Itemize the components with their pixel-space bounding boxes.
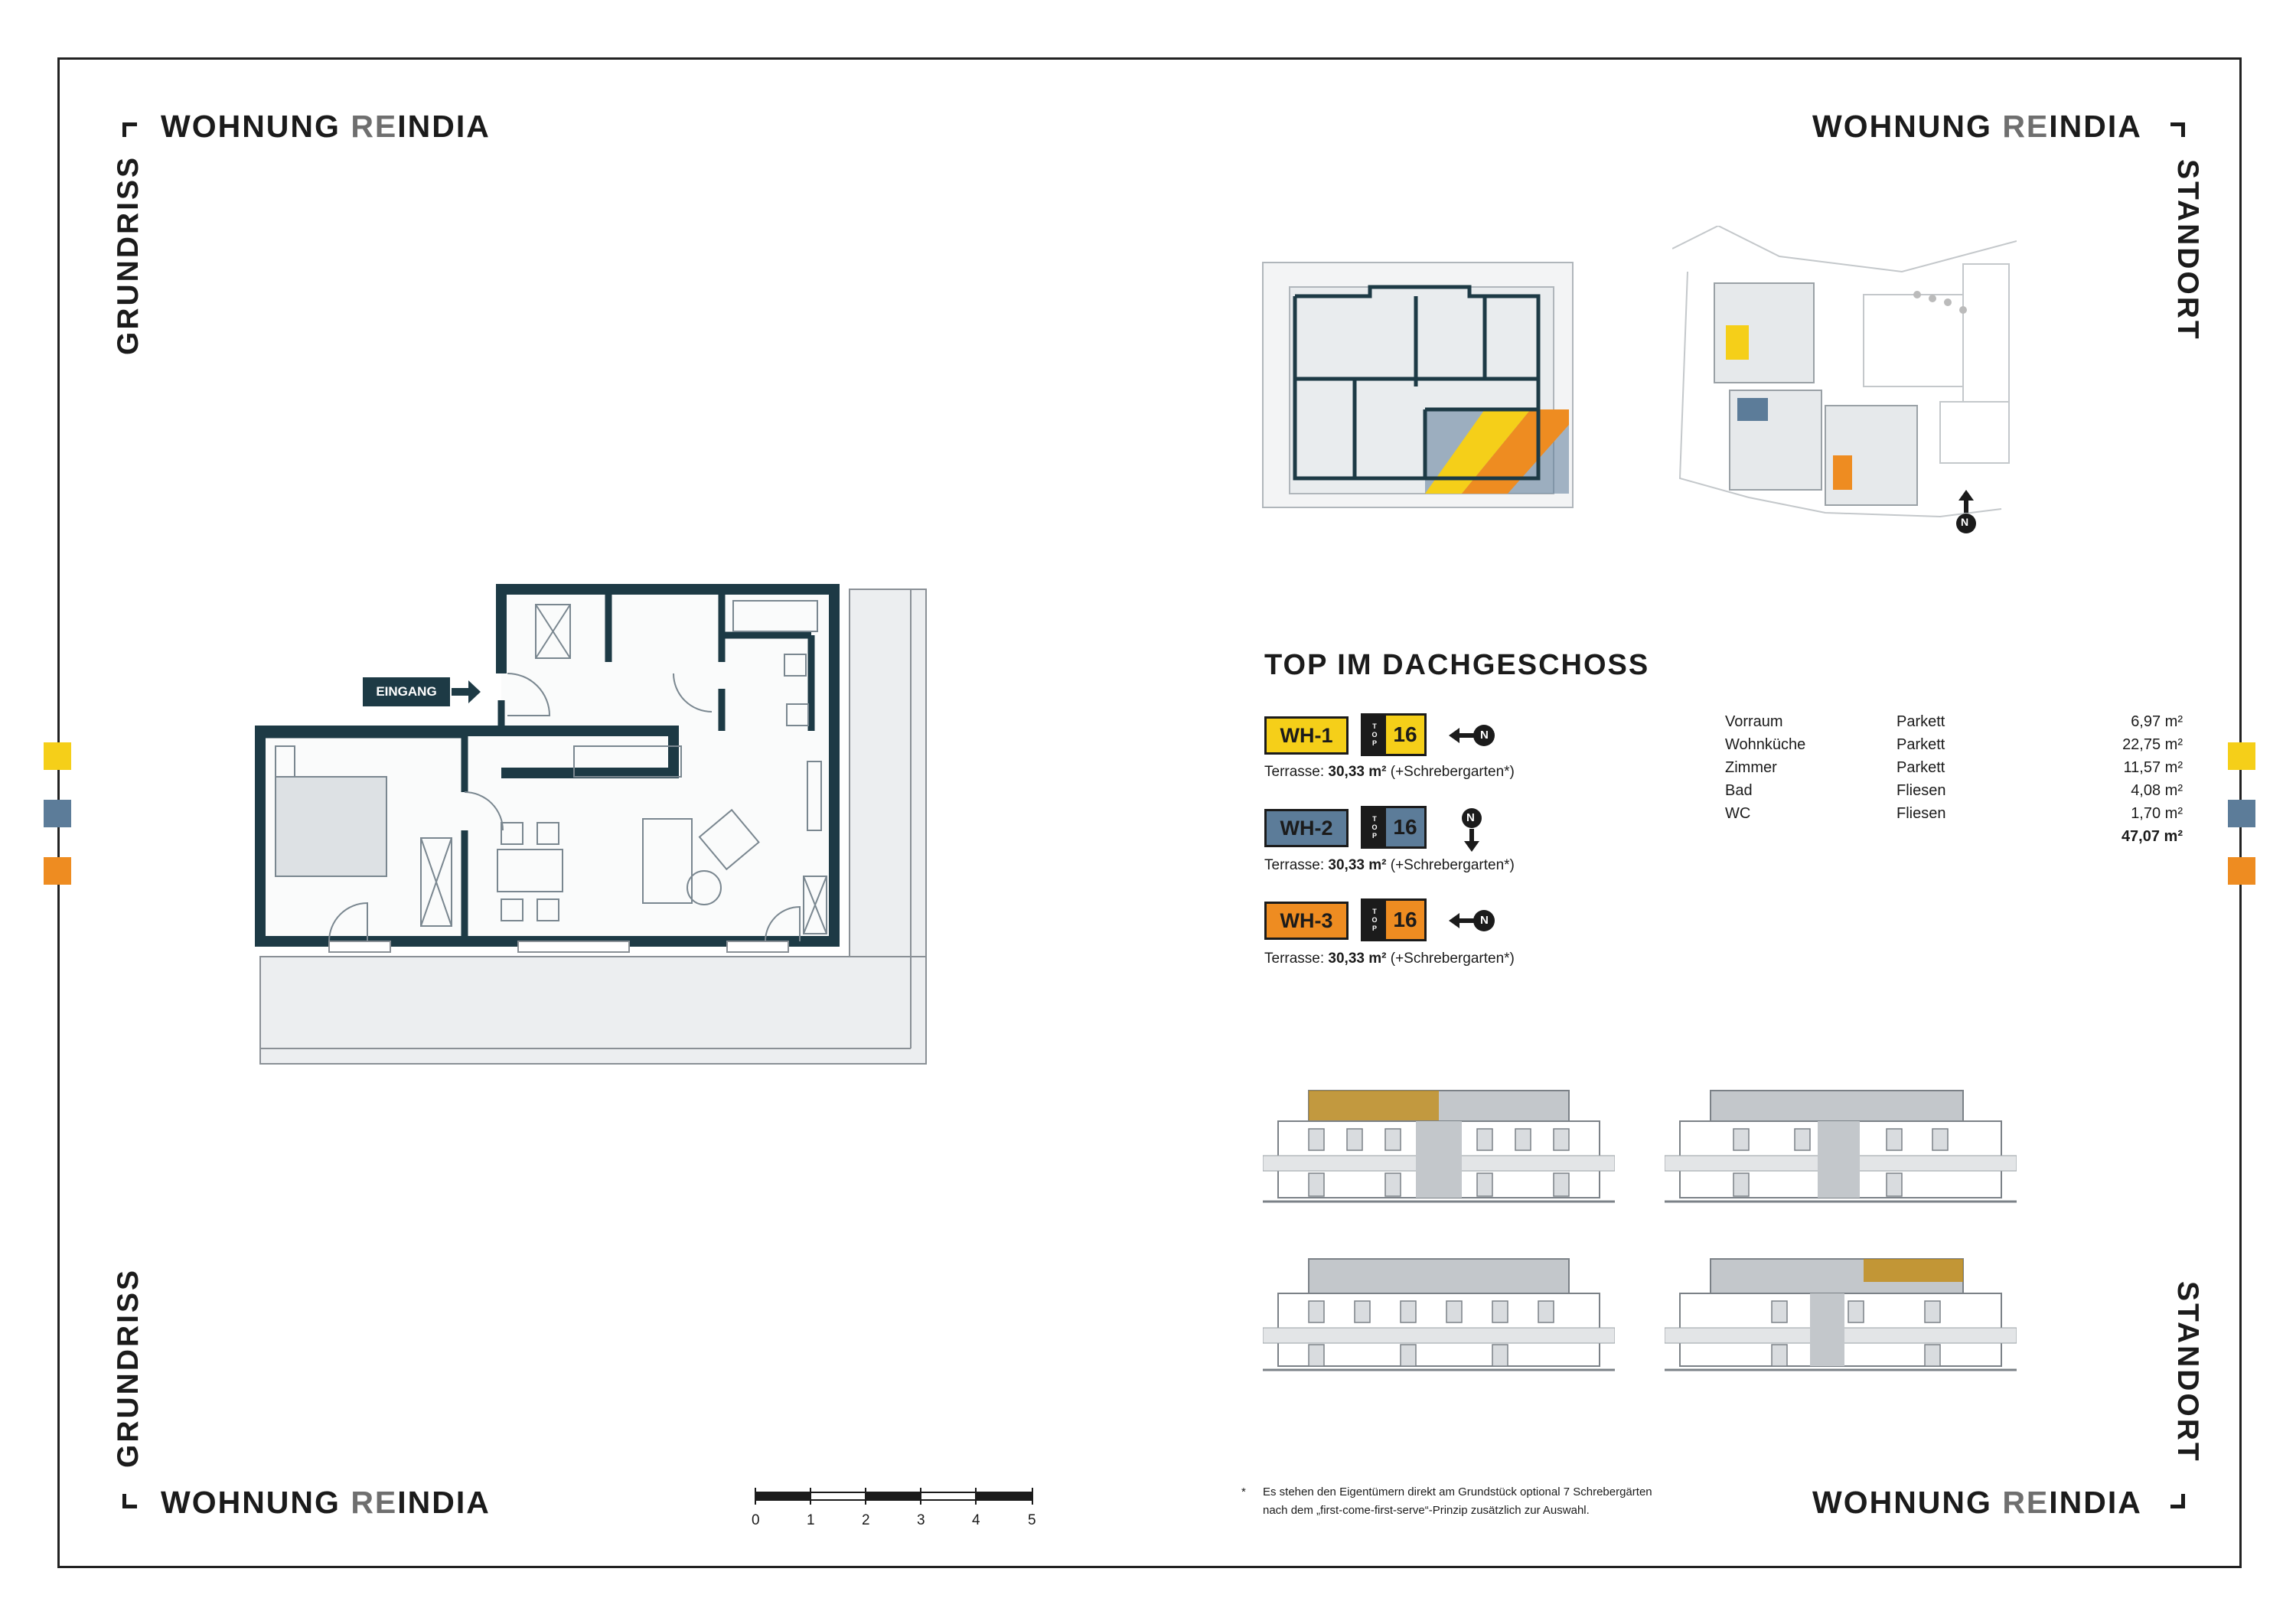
elevation-drawing (1263, 1251, 1615, 1381)
floor-plan (245, 574, 972, 1079)
site-north-label: N (1961, 516, 1969, 528)
room-area: 6,97 m² (2131, 713, 2183, 730)
room-floor: Fliesen (1896, 782, 1946, 799)
scale-tick-label: 4 (972, 1512, 980, 1528)
room-name: Zimmer (1725, 759, 1777, 776)
total-area: 47,07 m² (2121, 828, 2183, 845)
room-floor: Parkett (1896, 759, 1945, 776)
elevation-drawing (1665, 1083, 2017, 1213)
scale-tick-label: 5 (1028, 1512, 1036, 1528)
scale-tick-label: 1 (807, 1512, 815, 1528)
brand-top-left: WOHNUNG REINDIA (161, 109, 491, 144)
terrace-info-wh1: Terrasse: 30,33 m² (+Schrebergarten*) (1264, 764, 1515, 780)
color-marker-wh3 (2228, 857, 2255, 885)
room-name: Wohnküche (1725, 736, 1806, 753)
side-label-standort-top: STANDORT (2171, 159, 2204, 341)
entrance-label: EINGANG (363, 677, 450, 706)
floor-key-plan (1255, 256, 1584, 532)
scale-tick-label: 0 (752, 1512, 760, 1528)
north-left-arrow-icon (1449, 722, 1496, 748)
north-left-arrow-icon (1449, 908, 1496, 934)
room-area: 11,57 m² (2123, 759, 2183, 776)
footnote: * Es stehen den Eigentümern direkt am Grundstück optional 7 Schrebergärten nach dem „first-come-first-serve“-Prinzip zusätzlich zur Auswahl. (1241, 1485, 1652, 1517)
side-label-grundriss-bottom: GRUNDRISS (112, 1267, 145, 1468)
scale-tick-label: 3 (917, 1512, 925, 1528)
brand-bottom-right: WOHNUNG REINDIA (1812, 1485, 2142, 1520)
room-area: 1,70 m² (2131, 805, 2183, 822)
room-floor: Parkett (1896, 713, 1945, 730)
room-floor: Parkett (1896, 736, 1945, 753)
brand-bottom-left: WOHNUNG REINDIA (161, 1485, 491, 1520)
corner-mark (2170, 1494, 2185, 1508)
scale-tick-label: 2 (862, 1512, 870, 1528)
side-label-grundriss-top: GRUNDRISS (112, 155, 145, 355)
top-number-box-wh2: T O P 16 (1361, 806, 1427, 849)
color-marker-wh2 (44, 800, 71, 827)
room-area: 4,08 m² (2131, 782, 2183, 799)
scale-bar (754, 1488, 1037, 1505)
top-number-box-wh3: T O P 16 (1361, 898, 1427, 941)
section-title: TOP IM DACHGESCHOSS (1264, 649, 1650, 681)
site-north-arrow-icon (1953, 490, 1979, 536)
color-marker-wh2 (2228, 800, 2255, 827)
top-number-box-wh1: T O P 16 (1361, 713, 1427, 756)
color-marker-wh3 (44, 857, 71, 885)
unit-tag-wh2: WH-2 (1264, 809, 1349, 847)
room-name: Bad (1725, 782, 1753, 799)
north-label: N (1466, 811, 1475, 824)
terrace-info-wh2: Terrasse: 30,33 m² (+Schrebergarten*) (1264, 857, 1515, 873)
room-floor: Fliesen (1896, 805, 1946, 822)
brand-top-right: WOHNUNG REINDIA (1812, 109, 2142, 144)
elevation-drawing (1263, 1083, 1615, 1213)
color-marker-wh1 (2228, 742, 2255, 770)
side-label-standort-bottom: STANDORT (2171, 1281, 2204, 1463)
elevation-drawing (1665, 1251, 2017, 1381)
unit-tag-wh3: WH-3 (1264, 902, 1349, 940)
corner-mark (122, 122, 137, 137)
room-name: Vorraum (1725, 713, 1783, 730)
north-label: N (1480, 729, 1489, 742)
room-area: 22,75 m² (2122, 736, 2183, 753)
unit-tag-wh1: WH-1 (1264, 716, 1349, 755)
entrance-arrow-icon (452, 677, 482, 706)
room-name: WC (1725, 805, 1751, 822)
color-marker-wh1 (44, 742, 71, 770)
corner-mark (122, 1494, 137, 1508)
north-label: N (1480, 914, 1489, 927)
terrace-info-wh3: Terrasse: 30,33 m² (+Schrebergarten*) (1264, 951, 1515, 967)
corner-mark (2170, 122, 2185, 137)
